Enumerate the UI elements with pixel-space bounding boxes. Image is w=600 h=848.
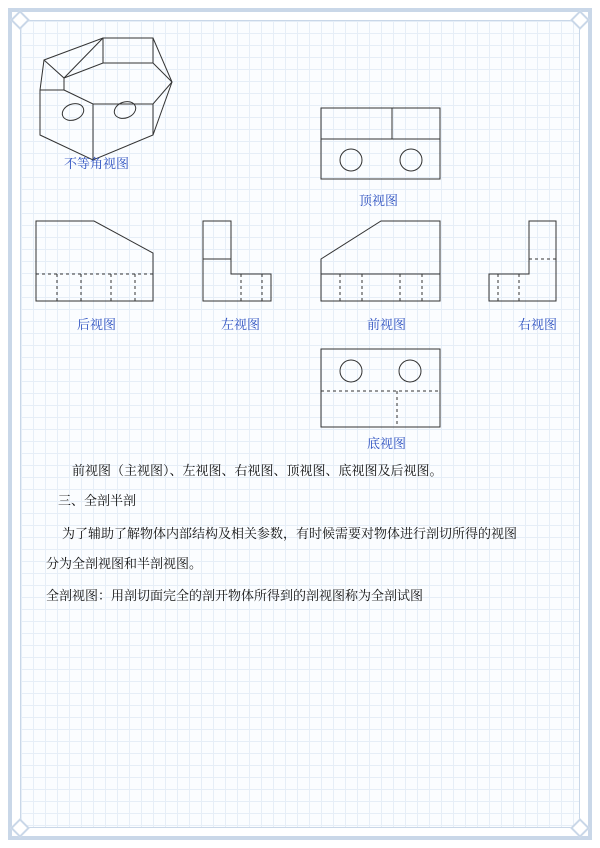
caption-left-view: 左视图: [221, 318, 261, 333]
caption-right-view: 右视图: [518, 318, 558, 333]
left-view: [203, 221, 271, 301]
definition-line: 全剖视图：用剖切面完全的剖开物体所得到的剖视图称为全剖试图: [46, 589, 424, 604]
back-view: [36, 221, 153, 301]
right-view: [489, 221, 556, 301]
caption-top-view: 顶视图: [359, 194, 399, 209]
caption-isometric-view: 不等角视图: [64, 157, 130, 172]
bottom-view: [321, 349, 440, 427]
front-view: [321, 221, 440, 301]
caption-front-view: 前视图: [367, 318, 407, 333]
isometric-view: [40, 38, 172, 160]
paragraph-line-2: 分为全剖视图和半剖视图。: [46, 557, 203, 572]
paragraph-line-1: 为了辅助了解物体内部结构及相关参数，有时候需要对物体进行剖切所得的视图: [62, 527, 518, 542]
summary-line: 前视图（主视图）、左视图、右视图、顶视图、底视图及后视图。: [72, 464, 443, 479]
section-heading: 三、全剖半剖: [58, 494, 137, 509]
caption-bottom-view: 底视图: [367, 437, 407, 452]
caption-back-view: 后视图: [77, 318, 117, 333]
top-view: [321, 108, 440, 179]
